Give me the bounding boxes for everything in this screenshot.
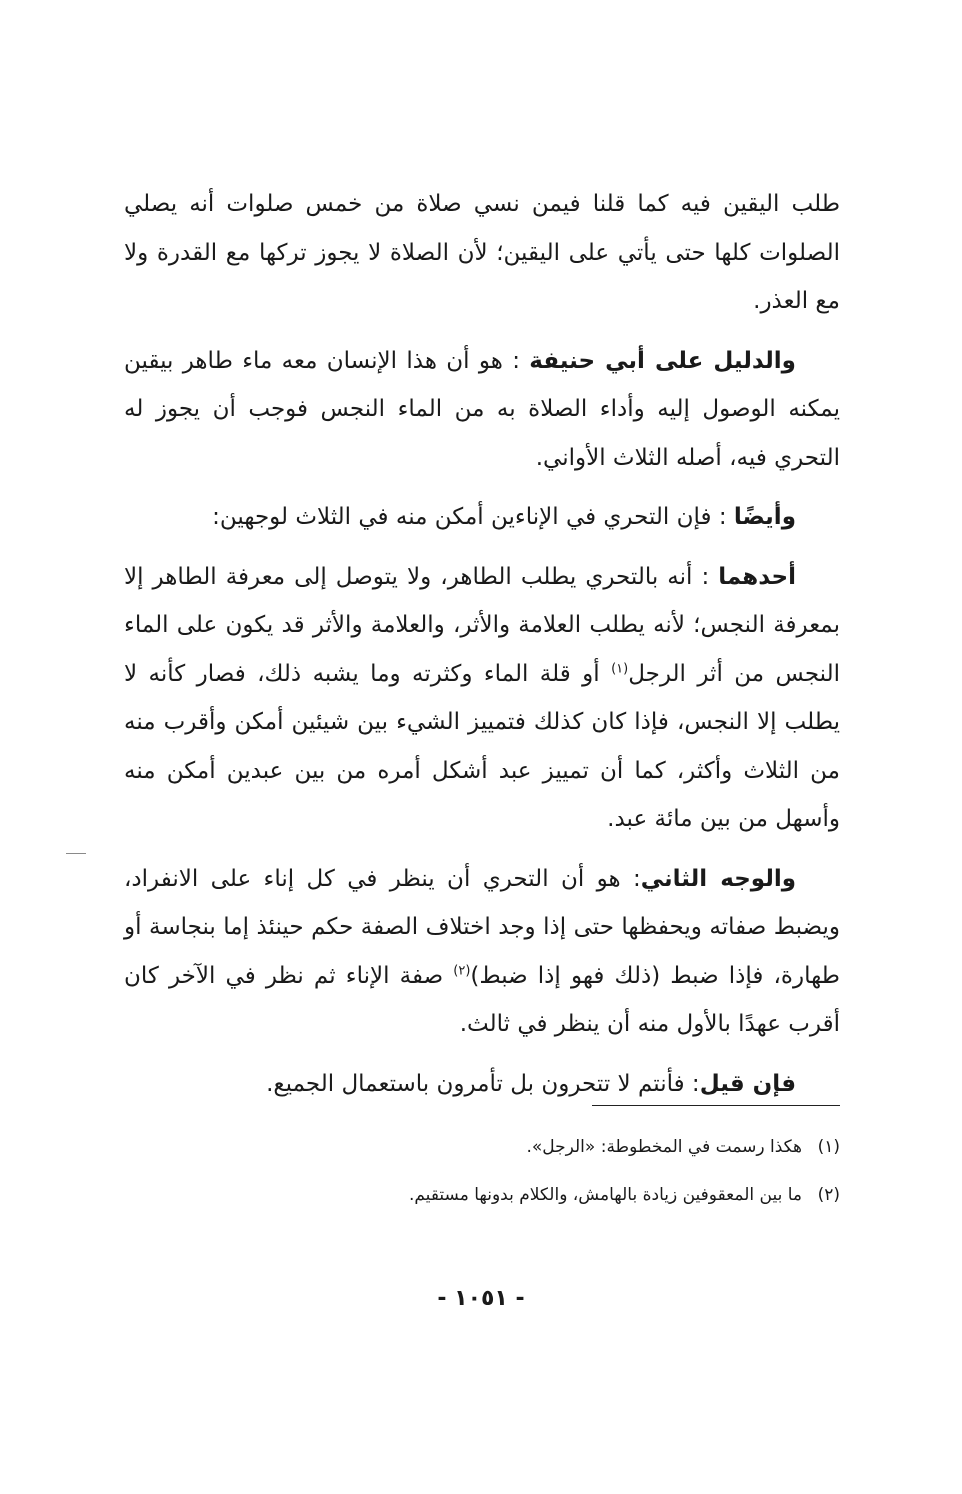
footnote-reference: (٢) bbox=[453, 962, 471, 978]
paragraph-lead: والوجه الثاني bbox=[640, 865, 797, 892]
paragraph-lead: فإن قيل bbox=[699, 1070, 796, 1097]
footnotes bbox=[124, 1134, 840, 1230]
margin-mark bbox=[66, 853, 86, 854]
footnote-reference: (١) bbox=[611, 660, 629, 676]
footnote-number: (٢) bbox=[817, 1185, 840, 1205]
paragraph-1 bbox=[124, 180, 840, 326]
paragraph-text: : فإن التحري في الإناءين أمكن منه في الثلاث لوجهين: bbox=[212, 504, 734, 530]
footnote-text: هكذا رسمت في المخطوطة: «الرجل». bbox=[526, 1137, 802, 1157]
paragraph-text: : هو أن التحري أن ينظر في كل إناء على الانفراد، ويضبط صفاته ويحفظها حتى إذا وجد اختلاف الصفة حكم حينئذ إما بنجاسة أو طهارة، فإذا ضبط (ذلك فهو إذا ضبط) bbox=[124, 865, 840, 989]
page-number: - ١٠٥١ - bbox=[437, 1286, 525, 1311]
footnote-number: (١) bbox=[817, 1137, 840, 1157]
paragraph-2 bbox=[124, 337, 840, 483]
paragraph-lead: وأيضًا bbox=[733, 504, 796, 530]
paragraph-6 bbox=[124, 1060, 840, 1109]
footnote-separator bbox=[592, 1105, 840, 1106]
paragraph-text-continued: صفة الإناء ثم نظر في الآخر كان أقرب عهدًا بالأول منه أن ينظر في ثالث. bbox=[124, 962, 840, 1037]
paragraph-text: : فأنتم لا تتحرون بل تأمرون باستعمال الجميع. bbox=[266, 1070, 700, 1097]
footnote-1 bbox=[124, 1134, 840, 1160]
footnote-2 bbox=[124, 1182, 840, 1208]
paragraph-text: : هو أن هذا الإنسان معه ماء طاهر بيقين يمكنه الوصول إليه وأداء الصلاة به من الماء النجس فوجب أن يجوز له التحري فيه، أصله الثلاث الأواني. bbox=[124, 347, 840, 471]
paragraph-3 bbox=[124, 493, 840, 542]
paragraph-lead: والدليل على أبي حنيفة bbox=[529, 347, 796, 374]
paragraph-text: طلب اليقين فيه كما قلنا فيمن نسي صلاة من خمس صلوات أنه يصلي الصلوات كلها حتى يأتي على اليقين؛ لأن الصلاة لا يجوز تركها مع القدرة ولا مع العذر. bbox=[124, 191, 840, 314]
paragraph-text-continued: أو قلة الماء وكثرته وما يشبه ذلك، فصار كأنه لا يطلب إلا النجس، فإذا كان كذلك فتمييز الشيء بين شيئين أمكن وأقرب منه من الثلاث وأكثر، كما أن تمييز عبد أشكل أمره من بين عبدين أمكن منه وأسهل من بين مائة عبد. bbox=[124, 660, 840, 832]
paragraph-lead: أحدهما bbox=[718, 563, 796, 590]
paragraph-text: : أنه بالتحري يطلب الطاهر، ولا يتوصل إلى معرفة الطاهر إلا بمعرفة النجس؛ لأنه يطلب العلامة والأثر، والعلامة والأثر قد يكون على الماء النجس من أثر الرجل bbox=[124, 563, 841, 687]
main-text bbox=[124, 180, 840, 1119]
paragraph-4 bbox=[124, 553, 840, 844]
paragraph-5 bbox=[124, 855, 840, 1049]
footnote-text: ما بين المعقوفين زيادة بالهامش، والكلام بدونها مستقيم. bbox=[408, 1185, 802, 1205]
